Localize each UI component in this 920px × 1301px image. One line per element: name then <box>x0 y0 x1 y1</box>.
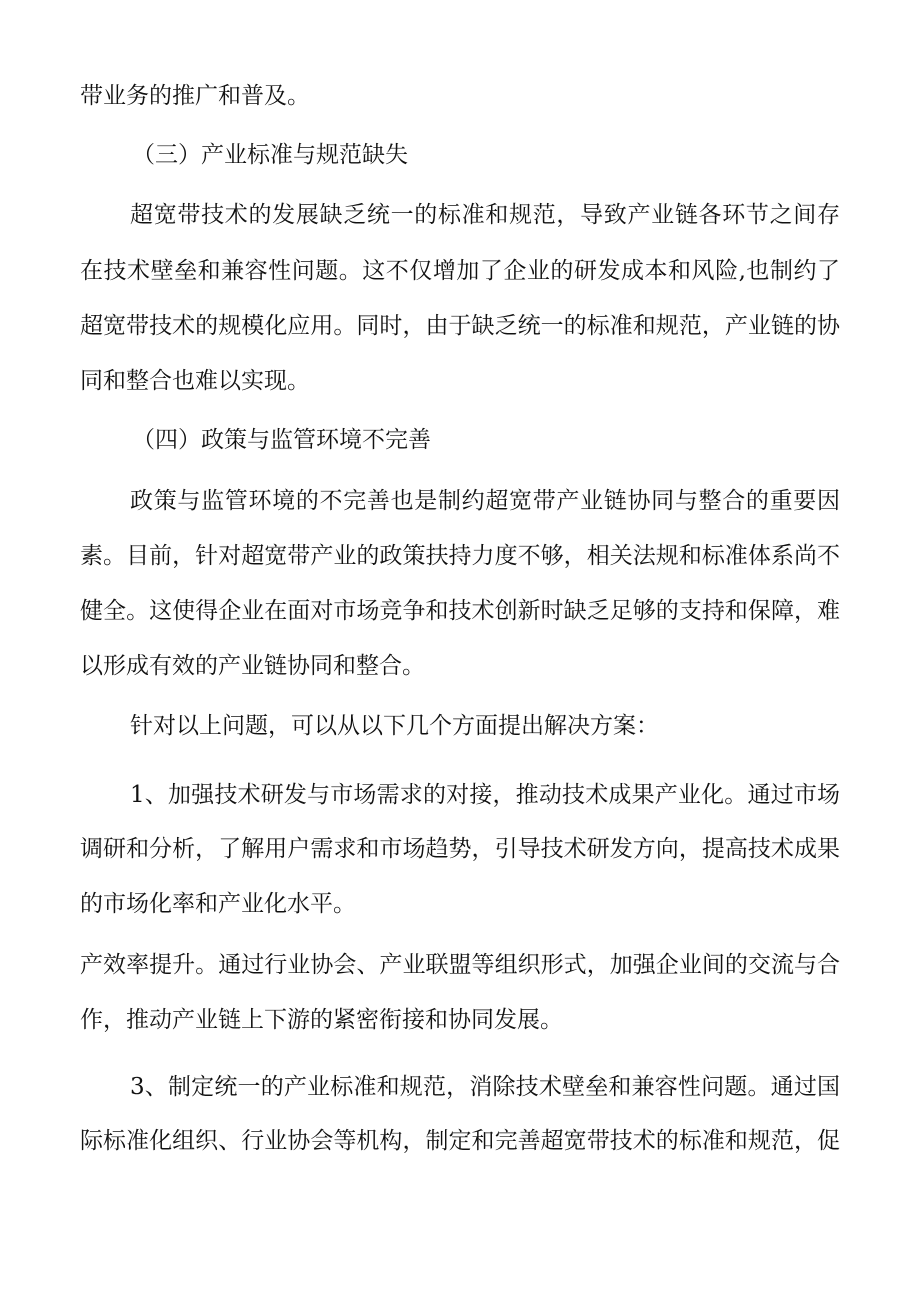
paragraph-line: 的市场化率和产业化水平。 <box>80 891 356 917</box>
paragraph-line: 以形成有效的产业链协同和整合。 <box>80 653 425 679</box>
paragraph-line: 健全。这使得企业在面对市场竞争和技术创新时缺乏足够的支持和保障，难 <box>80 598 840 624</box>
paragraph-line: 作，推动产业链上下游的紧密衔接和协同发展。 <box>80 1007 563 1033</box>
paragraph-line: 同和整合也难以实现。 <box>80 368 310 394</box>
paragraph-line: 产效率提升。通过行业协会、产业联盟等组织形式，加强企业间的交流与合 <box>80 952 840 978</box>
list-item-3-line: 3、制定统一的产业标准和规范，消除技术壁垒和兼容性问题。通过国 <box>130 1074 840 1100</box>
paragraph-line: 素。目前，针对超宽带产业的政策扶持力度不够，相关法规和标准体系尚不 <box>80 543 840 569</box>
section-heading-4: （四）政策与监管环境不完善 <box>132 427 431 453</box>
paragraph-line: 政策与监管环境的不完善也是制约超宽带产业链协同与整合的重要因 <box>130 488 840 514</box>
paragraph-line: 调研和分析，了解用户需求和市场趋势，引导技术研发方向，提高技术成果 <box>80 836 840 862</box>
list-item-1-line: 1、加强技术研发与市场需求的对接，推动技术成果产业化。通过市场 <box>130 782 840 808</box>
paragraph-line: 际标准化组织、行业协会等机构，制定和完善超宽带技术的标准和规范，促 <box>80 1128 840 1154</box>
paragraph-line: 超宽带技术的发展缺乏统一的标准和规范，导致产业链各环节之间存 <box>130 202 840 228</box>
section-heading-3: （三）产业标准与规范缺失 <box>132 142 408 168</box>
paragraph-line: 在技术壁垒和兼容性问题。这不仅增加了企业的研发成本和风险,也制约了 <box>80 258 840 284</box>
paragraph-line: 超宽带技术的规模化应用。同时，由于缺乏统一的标准和规范，产业链的协 <box>80 313 840 339</box>
paragraph-line: 针对以上问题，可以从以下几个方面提出解决方案： <box>130 713 659 739</box>
paragraph-line: 带业务的推广和普及。 <box>80 83 310 109</box>
